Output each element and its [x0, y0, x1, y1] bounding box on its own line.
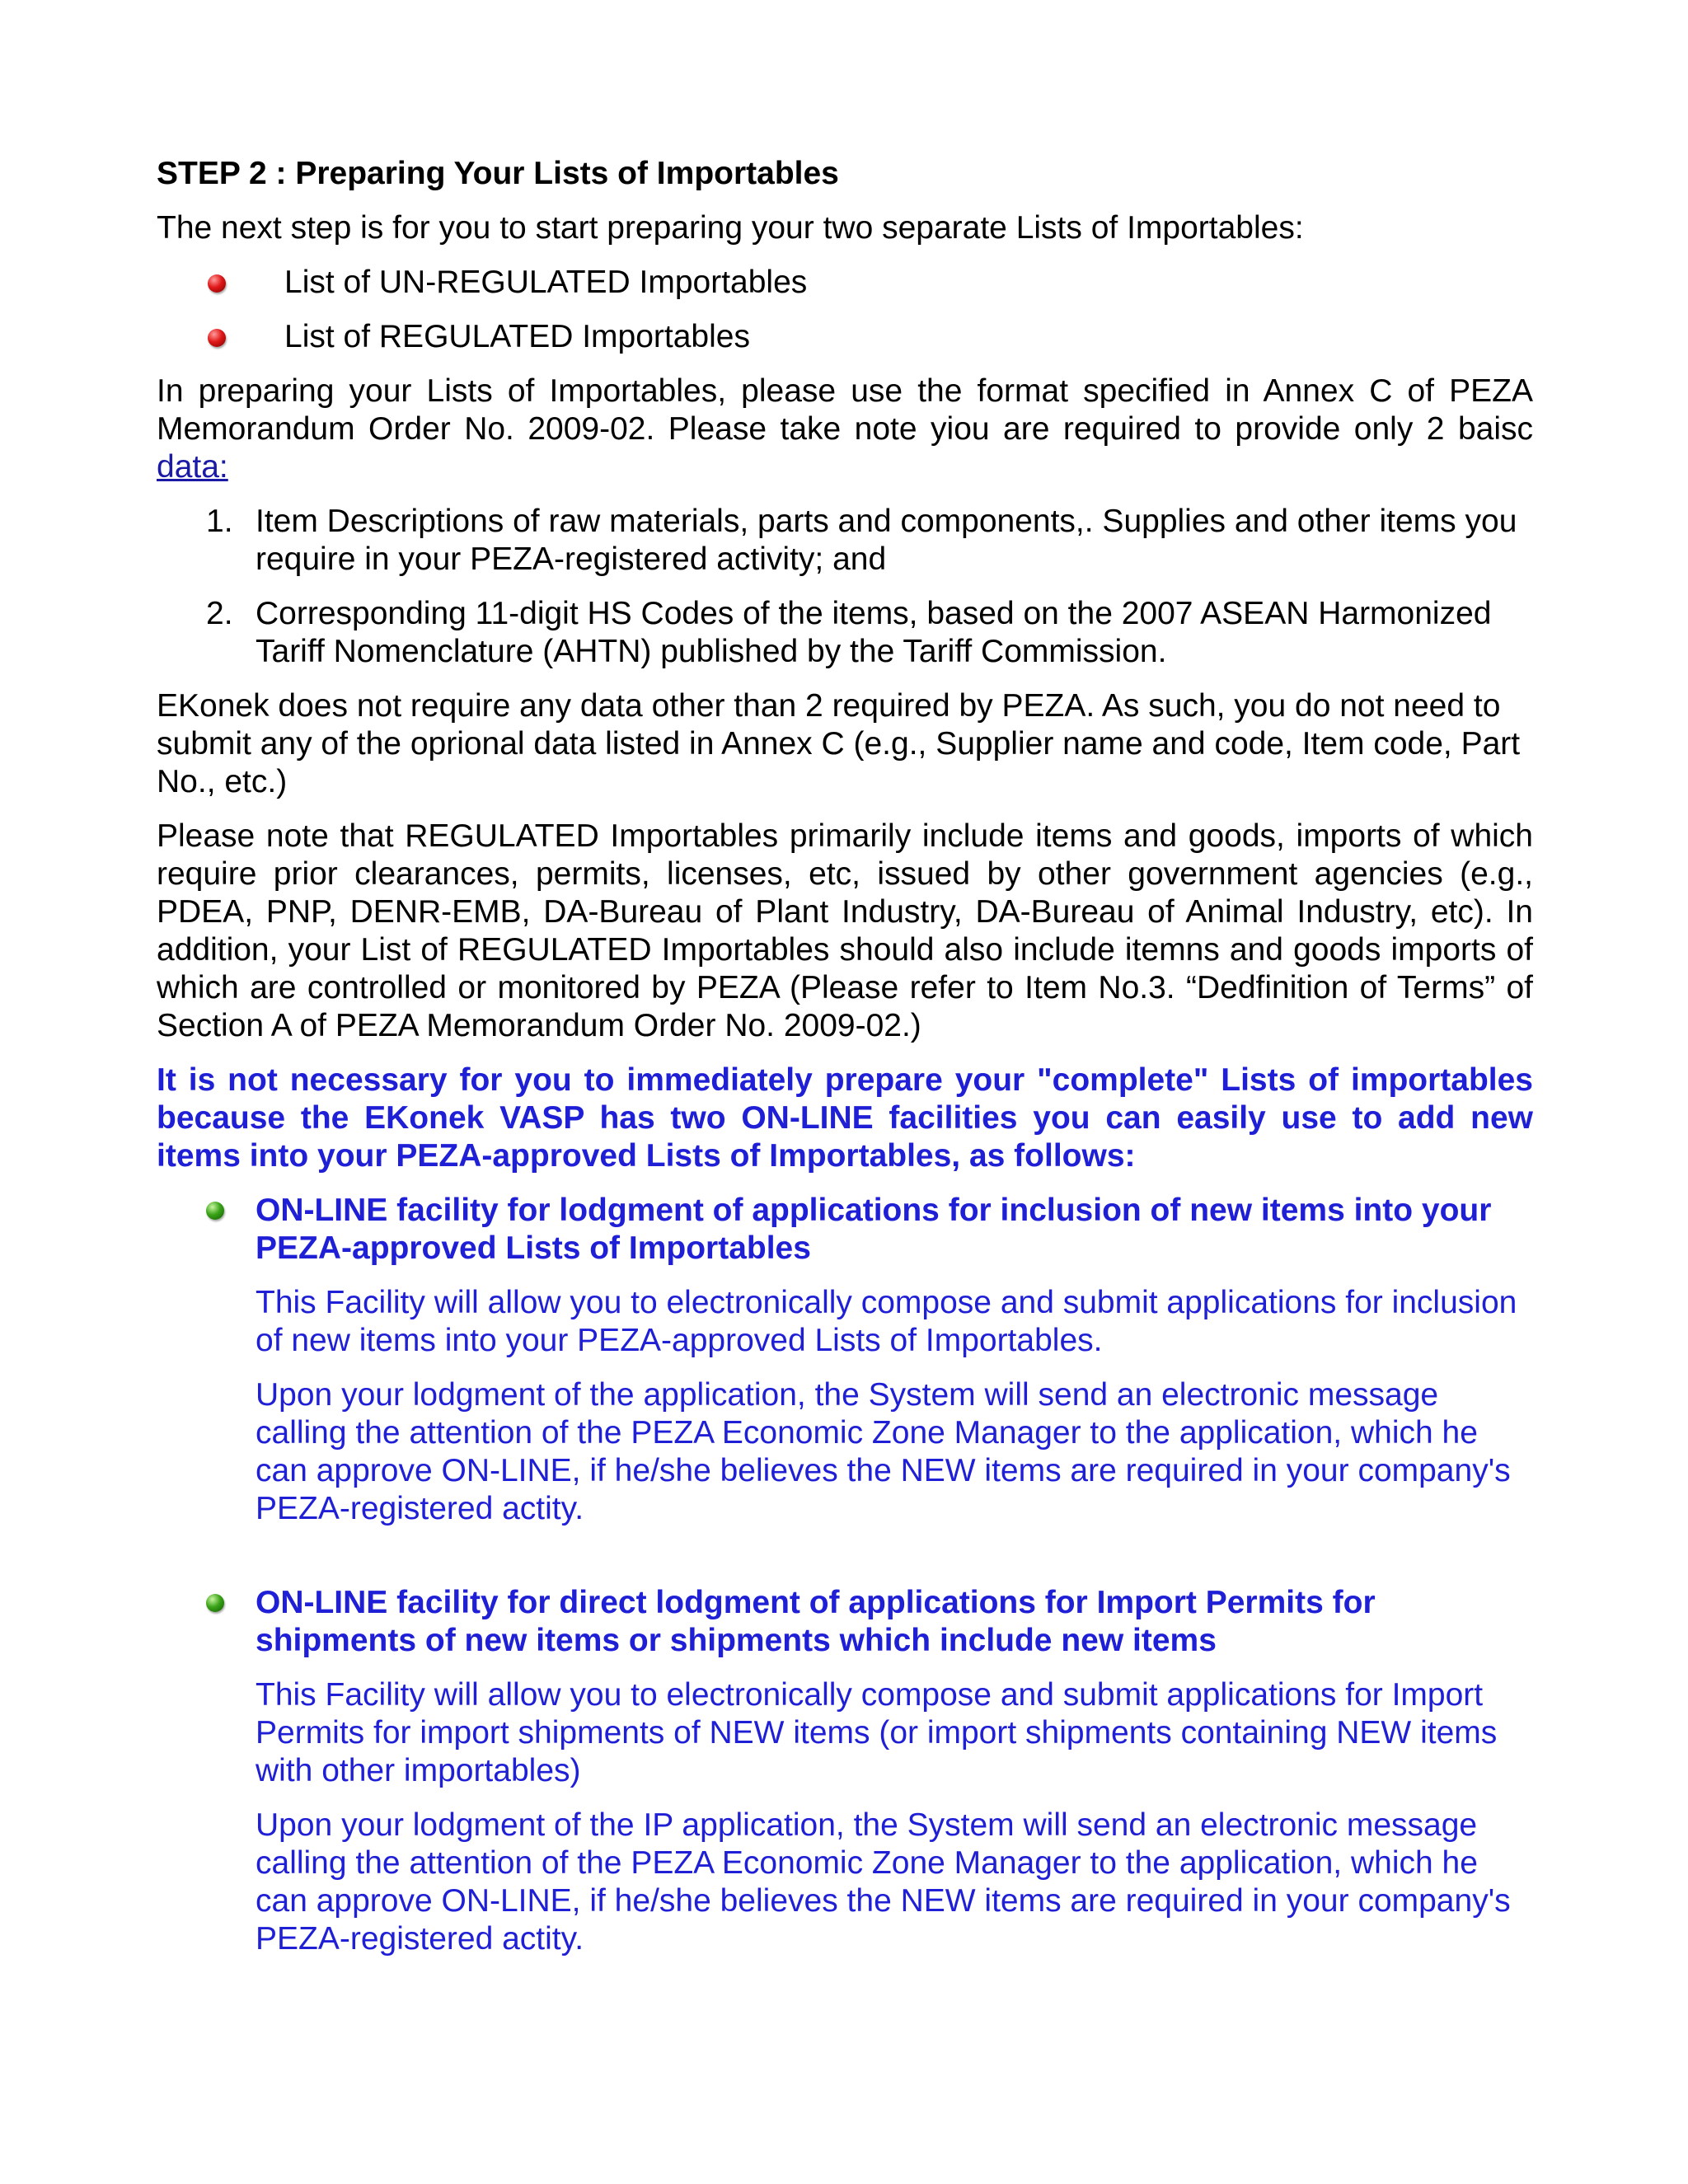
item-number: 2. — [206, 596, 233, 631]
facility-description: This Facility will allow you to electronically compose and submit applications for Import Permits for import shipments of NEW items (or import shipments containing NEW items with other importables) — [256, 1677, 1498, 1788]
required-data-list — [157, 503, 1533, 671]
list-item-text: List of UN-REGULATED Importables — [284, 265, 808, 300]
facility-description: This Facility will allow you to electronically compose and submit applications for inclusion of new items into your PEZA-approved Lists of Importables. — [256, 1285, 1517, 1358]
facility-title-text: ON-LINE facility for direct lodgment of applications for Import Permits for shipments of new items or shipments which include new items — [256, 1585, 1376, 1658]
facility-title — [157, 1192, 1533, 1268]
facility-section — [157, 1584, 1533, 1958]
regulated-paragraph: Please note that REGULATED Importables primarily include items and goods, imports of which require prior clearances, permits, licenses, etc, issued by other government agencies (e.g., PDEA, PNP, DENR-EMB, DA-Bureau of Plant Industry, DA-Bureau of Animal Industry, etc). In addition, your List of REGULATED Importables should also include itemns and goods imports of which are controlled or monitored by PEZA (Please refer to Item No.3. “Dedfinition of Terms” of Section A of PEZA Memorandum Order No. 2009-02.) — [157, 818, 1533, 1043]
red-bullet-icon — [208, 329, 226, 347]
format-text: In preparing your Lists of Importables, please use the format specified in Annex C of PEZA Memorandum Order No. 2009-02. Please take note yiou are required to provide only 2 baisc — [157, 373, 1533, 447]
red-bullet-icon — [208, 274, 226, 293]
item-text: Item Descriptions of raw materials, parts and components,. Supplies and other items you require in your PEZA-registered activity; and — [256, 504, 1517, 577]
importables-list — [157, 264, 1533, 356]
facility-note: Upon your lodgment of the IP application, the System will send an electronic message calling the attention of the PEZA Economic Zone Manager to the application, which he can approve ON-LINE, if he/she believes the NEW items are required in your company's PEZA-registered actity. — [256, 1807, 1511, 1957]
facility-section — [157, 1192, 1533, 1528]
intro-paragraph: The next step is for you to start preparing your two separate Lists of Importables: — [157, 210, 1304, 246]
notice-paragraph: It is not necessary for you to immediately prepare your "complete" Lists of importables because the EKonek VASP has two ON-LINE facilities you can easily use to add new items into your PEZA-approved Lists of Importables, as follows: — [157, 1062, 1533, 1174]
item-number: 1. — [206, 504, 233, 539]
green-bullet-icon — [206, 1202, 224, 1220]
document-content — [157, 155, 1533, 1975]
format-paragraph — [157, 373, 1533, 486]
facility-note: Upon your lodgment of the application, the System will send an electronic message calling the attention of the PEZA Economic Zone Manager to the application, which he can approve ON-LINE, if he/she believes the NEW items are required in your company's PEZA-registered actity. — [256, 1377, 1511, 1526]
list-item — [157, 264, 1533, 302]
ekonek-paragraph: EKonek does not require any data other than 2 required by PEZA. As such, you do not need to submit any of the oprional data listed in Annex C (e.g., Supplier name and code, Item code, Part No., etc.) — [157, 688, 1521, 799]
green-bullet-icon — [206, 1594, 224, 1612]
list-item — [157, 318, 1533, 356]
list-item — [157, 595, 1533, 671]
facility-title-text: ON-LINE facility for lodgment of applications for inclusion of new items into your PEZA-approved Lists of Importables — [256, 1193, 1492, 1266]
data-link[interactable]: data: — [157, 449, 228, 485]
item-text: Corresponding 11-digit HS Codes of the items, based on the 2007 ASEAN Harmonized Tariff Nomenclature (AHTN) published by the Tariff Commission. — [256, 596, 1492, 669]
section-spacer — [157, 1544, 1533, 1584]
step-heading: STEP 2 : Preparing Your Lists of Importables — [157, 156, 839, 191]
list-item — [157, 503, 1533, 579]
list-item-text: List of REGULATED Importables — [284, 319, 750, 354]
facility-title — [157, 1584, 1533, 1660]
